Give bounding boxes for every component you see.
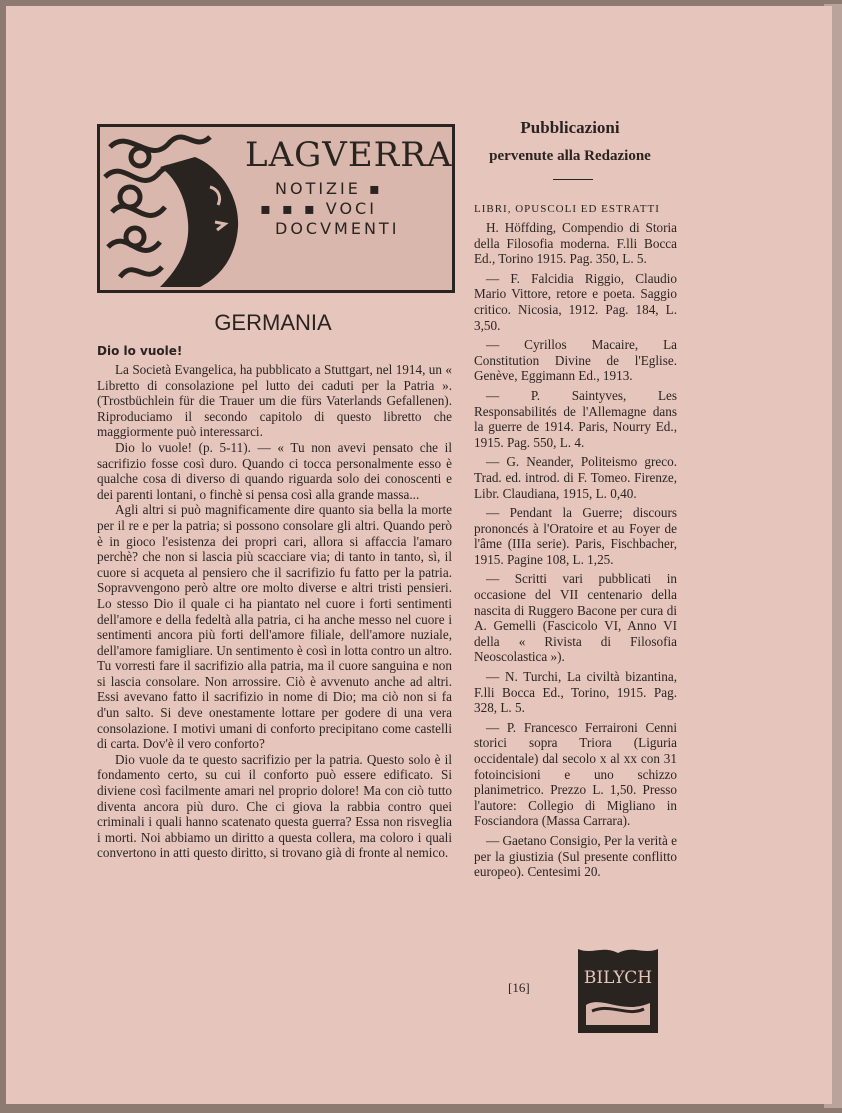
right-heading-1: Pubblicazioni <box>520 118 620 137</box>
masthead <box>97 124 455 293</box>
article-body <box>97 362 452 861</box>
list-item: — P. Francesco Ferraironi Cenni storici sopra Triora (Liguria occidentale) dal secolo x al xx con 31 fotoincisioni e uno schizzo planimetrico. Prezzo L. 1,50. Presso l'autore: Collegio di Migliano in Fosciandora (Massa Carrara). <box>474 719 677 829</box>
list-item: — G. Neander, Politeismo greco. Trad. ed. introd. di F. Tomeo. Firenze, Libr. Claudiana, 1915, L. 0,40. <box>474 454 677 501</box>
mark-text: BILYCH <box>583 968 653 988</box>
medusa-head-icon <box>100 127 250 290</box>
list-item: — F. Falcidia Riggio, Claudio Mario Vittore, retore e poeta. Saggio critico. Nicosia, 1912. Pag. 184, L. 3,50. <box>474 270 677 333</box>
section-heading: GERMANIA <box>214 310 332 335</box>
list-item: — Cyrillos Macaire, La Constitution Divine de l'Eglise. Genève, Eggimann Ed., 1913. <box>474 337 677 384</box>
list-item: H. Höffding, Compendio di Storia della Filosofia moderna. F.lli Bocca Ed., Torino 1915. Pag. 350, L. 5. <box>474 220 677 267</box>
paragraph: Dio vuole da te questo sacrifizio per la patria. Questo solo è il fondamento certo, su cui il conforto può essere edificato. Si diviene così facilmente amari nel proprio dolore! Ma con ciò tutto diventa ancora più duro. Che ci giova la rabbia contro quei criminali i quali hanno scatenato questa guerra? Essa non risveglia i morti. Noi abbiamo un diritto a questa collera, ma coloro i quali convertono in atti questo diritto, si trovano già di fronte al nemico. <box>97 751 452 861</box>
masthead-line-3: DOCVMENTI <box>275 219 400 238</box>
masthead-line-1: NOTIZIE ▪ <box>275 179 383 198</box>
paragraph: Agli altri si può magnificamente dire quanto sia bella la morte per il re e per la patria; si possono consolare gli altri. Quando però è in gioco l'esistenza dei propri cari, allora si affaccia l'amaro perchè? che non si lascia più scacciare via; di tanto in tanto, sì, il cuore si acqueta al pensiero che il sacrifizio fu fatto per la patria. Sopravvengono però altre ore molto diverse e altri tristi pensieri. Lo stesso Dio il quale ci ha piantato nel cuore i forti sentimenti dell'amore e della fedeltà alla patria, ci ha anche messo nel cuore i sentimenti ancora più forti dell'amore filiale, dell'amore nuziale, dell'amore famigliare. Un sentimento è così in lotta contro un altro. Tu vorresti fare il sacrifizio alla patria, ma il cuore sanguina e non si lascia consolare. Non arrossire. Ciò è avvenuto anche ad altri. Essi avevano fatto il sacrifizio in nome di Dio; ma ciò non si fa d'un salto. Si deve onestamente lottare per godere di una vera consolazione. I motivi umani di conforto precipitano come castelli di carta. Dov'è il vero conforto? <box>97 502 452 752</box>
page-number: [16] <box>508 980 530 995</box>
right-heading-2: pervenute alla Redazione <box>489 148 651 164</box>
list-item: — N. Turchi, La civiltà bizantina, F.lli Bocca Ed., Torino, 1915. Pag. 328, L. 5. <box>474 669 677 716</box>
list-item: — P. Saintyves, Les Responsabilités de l'Allemagne dans la guerre de 1914. Paris, Nourry Ed., 1915. Pag. 550, L. 4. <box>474 387 677 450</box>
article-title: Dio lo vuole! <box>97 344 183 358</box>
divider <box>553 179 593 180</box>
printer-mark-icon <box>572 945 664 1037</box>
list-item: — Scritti vari pubblicati in occasione del VII centenario della nascita di Ruggero Bacone per cura di A. Gemelli (Fascicolo VI, Anno VI della « Rivista di Filosofia Neoscolastica »). <box>474 571 677 665</box>
list-item: — Pendant la Guerre; discours prononcés à l'Oratoire et au Foyer de l'âme (IIIa serie). Paris, Fischbacher, 1915. Pagine 108, L. 1,25. <box>474 505 677 567</box>
paragraph: La Società Evangelica, ha pubblicato a Stuttgart, nel 1914, un « Libretto di consolazione pel lutto dei caduti per la Patria ». (Trostbüchlein für die Trauer um die fürs Vaterlands Gefallenen). Riproduciamo il secondo capitolo di questo libretto che maggiormente può interessarci. <box>97 362 452 440</box>
publication-list <box>474 220 677 884</box>
masthead-title: LAGVERRA <box>245 135 453 175</box>
list-item: — Gaetano Consigio, Per la verità e per la giustizia (Sul presente conflitto europeo). Centesimi 20. <box>474 832 677 880</box>
paragraph: Dio lo vuole! (p. 5-11). — « Tu non avevi pensato che il sacrifizio fosse così duro. Quando ci tocca personalmente esso è qualche cosa di diverso di quando riguarda solo dei conoscenti e dei parenti lontani, o finchè si pensa così alla grande massa... <box>97 439 452 502</box>
list-subheading: LIBRI, OPUSCOLI ED ESTRATTI <box>474 203 660 215</box>
masthead-line-2: ▪ ▪ ▪ VOCI <box>260 199 377 218</box>
